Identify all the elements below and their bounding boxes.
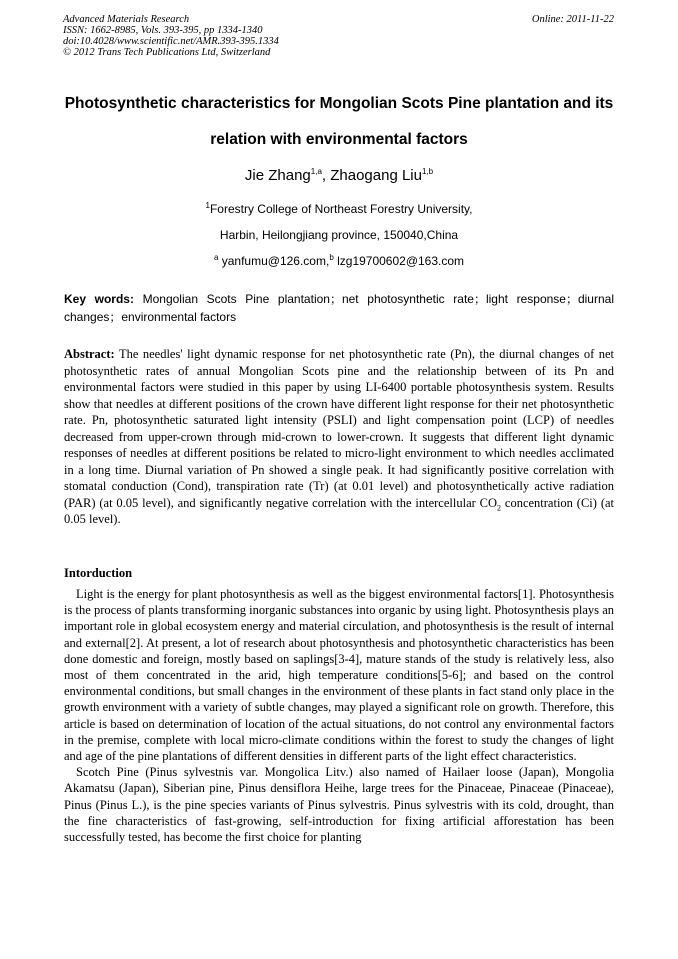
journal-copyright: © 2012 Trans Tech Publications Ltd, Switzerland xyxy=(63,47,271,58)
intro-body xyxy=(64,586,614,845)
author-name: Jie Zhang xyxy=(244,167,311,184)
paragraph: Light is the energy for plant photosynthesis as well as the biggest environmental factors[1]. Photosynthesis is the process of plants transforming inorganic substances into organic by using light. Photosynthesis plays an important role in global ecosystem energy and material circulation, and photosynthesis is the result of internal and external[2]. At present, a lot of research about photosynthesis and photosynthetic characteristics has been done domestic and foreign, mostly based on saplings[3-4], mature stands of the study is relatively less, also most of them concentrated in the arid, high temperature conditions[5-6]; and based on the control environmental conditions, but small changes in the environment of these plants in fact stand only place in the growth environment with a variety of subtle changes, may played a significant role on growth. Therefore, this article is based on determination of location of the actual situations, do not control any environmental factors in the premise, complete with local micro-climate conditions within the forest to study the changes of light and age of the pine plantations of different densities in different parts of the light effect characteristics. xyxy=(64,587,614,764)
abstract-text-end: concentration (Ci) (at 0.05 level). xyxy=(64,495,615,526)
keywords xyxy=(64,290,614,326)
affiliation-line-2: Harbin, Heilongjiang province, 150040,China xyxy=(219,228,459,242)
email-b: lzg19700602@163.com xyxy=(333,254,465,268)
abstract-text: The needles' light dynamic response for net photosynthetic rate (Pn), the diurnal changes of net photosynthetic rates of annual Mongolian Scots pine and the relationship between of its Pn and environmental factors were studied in this paper by using LI-6400 portable photosynthesis system. Results show that needles at different positions of the crown have different light response for their net photosynthetic rate. Pn, photosynthetic saturated light intensity (PSLI) and light compensation point (LCP) of needles decreased from upper-crown through mid-crown to lower-crown. It suggests that different light dynamic responses of needles at different positions be related to micro-light environment to which needles acclimated in a long time. Diurnal variation of Pn showed a single peak. It had significantly positive correlation with stomatal conduction (Cond), transpiration rate (Tr) (at 0.01 level) and photosynthetically active radiation (PAR) (at 0.05 level), and significantly negative correlation with the intercellular CO xyxy=(64,347,614,510)
author-name: Zhaogang Liu xyxy=(330,167,422,184)
email-mark: b xyxy=(329,253,334,262)
author-separator: , xyxy=(321,167,331,184)
abstract xyxy=(64,346,614,528)
author-affil-mark: 1,a xyxy=(310,167,322,176)
author-list xyxy=(0,166,678,186)
email-a: yanfumu@126.com, xyxy=(218,254,330,268)
journal-issn: ISSN: 1662-8985, Vols. 393-395, pp 1334-1340 xyxy=(63,25,263,36)
journal-doi: doi:10.4028/www.scientific.net/AMR.393-395.1334 xyxy=(63,36,279,47)
journal-name: Advanced Materials Research xyxy=(63,14,190,25)
section-heading: Intorduction xyxy=(64,566,133,580)
paper-title: Photosynthetic characteristics for Mongolian Scots Pine plantation and its relation with environmental factors xyxy=(64,95,614,148)
affil-mark: 1 xyxy=(205,201,210,210)
paragraph: Scotch Pine (Pinus sylvestnis var. Mongolica Litv.) also named of Hailaer loose (Japan), Mongolia Akamatsu (Japan), Siberian pine, Pinus densiflora Heihe, large trees for the Pinaceae, Pinaceae (Pinaceae), Pinus (Pinus L.), is the pine species variants of Pinus sylvestris. Pinus sylvestris with its cold, drought, than the fine characteristics of fast-growing, self-introduction for fixing artificial afforestation has been successfully tested, has become the first choice for planting xyxy=(64,765,614,845)
author-affil-mark: 1,b xyxy=(421,167,434,176)
abstract-label: Abstract: xyxy=(64,347,115,361)
email-mark: a xyxy=(213,253,219,262)
keywords-label: Key words: xyxy=(64,292,134,306)
affiliation-line-1: $^1$Forestry College of Northeast Forestry University, xyxy=(205,201,473,216)
keywords-text: Mongolian Scots Pine plantation；net photosynthetic rate；light response；diurnal changes；environmental factors xyxy=(64,292,614,324)
online-date: Online: 2011-11-22 xyxy=(531,14,614,25)
email-line xyxy=(0,253,678,269)
subscript: 2 xyxy=(497,503,502,512)
journal-header xyxy=(63,14,279,58)
